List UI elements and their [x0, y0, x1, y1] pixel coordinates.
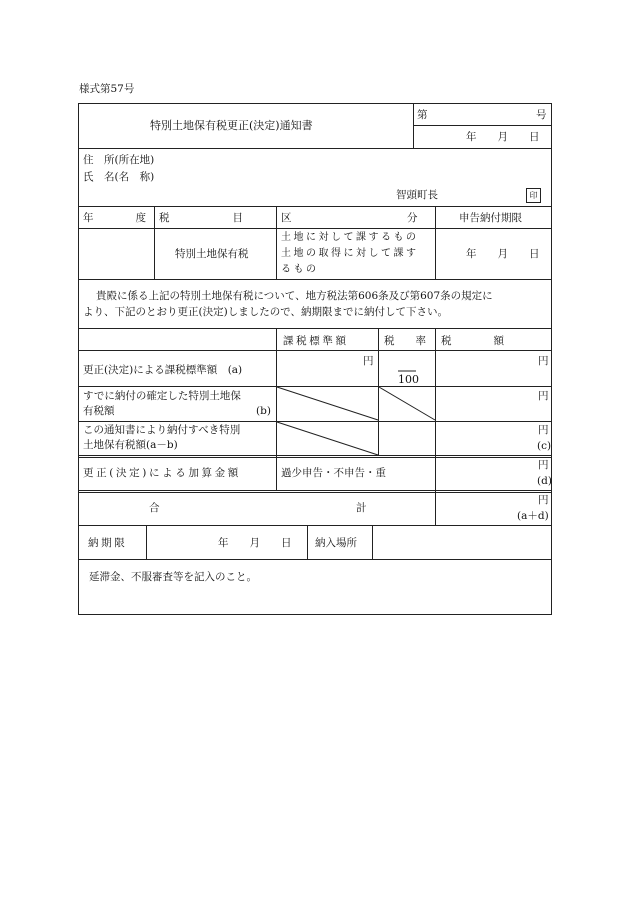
deadline-date: 年 月 日: [466, 248, 540, 260]
row-a-label: 更正(決定)による課税標準額 (a): [83, 364, 243, 376]
row-c-amount-yen: 円: [538, 424, 549, 436]
payment-date: 年 月 日: [218, 537, 292, 549]
row-a-amount-yen: 円: [538, 355, 549, 367]
payment-deadline-label: 納期限: [88, 537, 128, 549]
number-dai: 第: [417, 109, 428, 121]
row-c-label-1: この通知書により納付すべき特別: [83, 424, 241, 436]
total-label-left: 合: [149, 502, 160, 514]
total-amount-yen: 円: [538, 494, 549, 506]
row-d-amount-yen: 円: [538, 459, 549, 471]
address-label: 住 所(所在地): [83, 154, 155, 166]
row-c-label-2: 土地保有税額(a－b): [83, 439, 178, 451]
row-d-detail: 過少申告・不申告・重: [281, 467, 386, 479]
category-line-2: 土地の取得に対して課す: [281, 248, 419, 259]
issuer-name: 智頭町長: [396, 189, 438, 201]
header-deadline: 申告納付期限: [459, 212, 522, 224]
header-amount: 税 額: [441, 335, 504, 347]
row-b-amount-yen: 円: [538, 390, 549, 402]
seal-mark: [526, 188, 541, 203]
remarks: 延滞金、不服審査等を記入のこと。: [89, 571, 257, 583]
row-b-letter: (b): [256, 405, 271, 417]
header-rate: 税 率: [384, 335, 426, 347]
header-year: 年 度: [83, 212, 146, 224]
total-label-right: 計: [356, 502, 367, 514]
name-label: 氏 名(名 称): [83, 171, 155, 183]
seal-text: 印: [529, 191, 538, 200]
row-b-label-1: すでに納付の確定した特別土地保: [83, 390, 241, 402]
category-line-1: 土地に対して課するもの: [281, 232, 419, 243]
header-tax: 税 目: [159, 212, 243, 224]
header-base: 課税標準額: [283, 335, 349, 347]
row-b-label-2: 有税額: [83, 405, 115, 417]
form-number: 様式第57号: [79, 83, 135, 95]
notice-line-1: 貴殿に係る上記の特別土地保有税について、地方税法第606条及び第607条の規定に: [96, 290, 493, 302]
category-line-3: るもの: [281, 264, 319, 275]
number-go: 号: [536, 109, 547, 121]
form-title: 特別土地保有税更正(決定)通知書: [150, 119, 313, 132]
payment-place-label: 納入場所: [315, 537, 357, 549]
row-a-base-yen: 円: [363, 355, 374, 367]
header-category: 区 分: [281, 212, 418, 224]
total-letter: (a＋d): [517, 510, 549, 522]
row-d-label: 更正(決定)による加算金額: [83, 467, 241, 479]
header-date: 年 月 日: [466, 131, 540, 143]
rate-denominator: 100: [398, 373, 419, 386]
notice-line-2: より、下記のとおり更正(決定)しましたので、納期限までに納付して下さい。: [83, 306, 448, 318]
tax-name: 特別土地保有税: [175, 248, 249, 260]
row-c-letter: (c): [537, 440, 552, 452]
row-d-letter: (d): [537, 475, 552, 487]
